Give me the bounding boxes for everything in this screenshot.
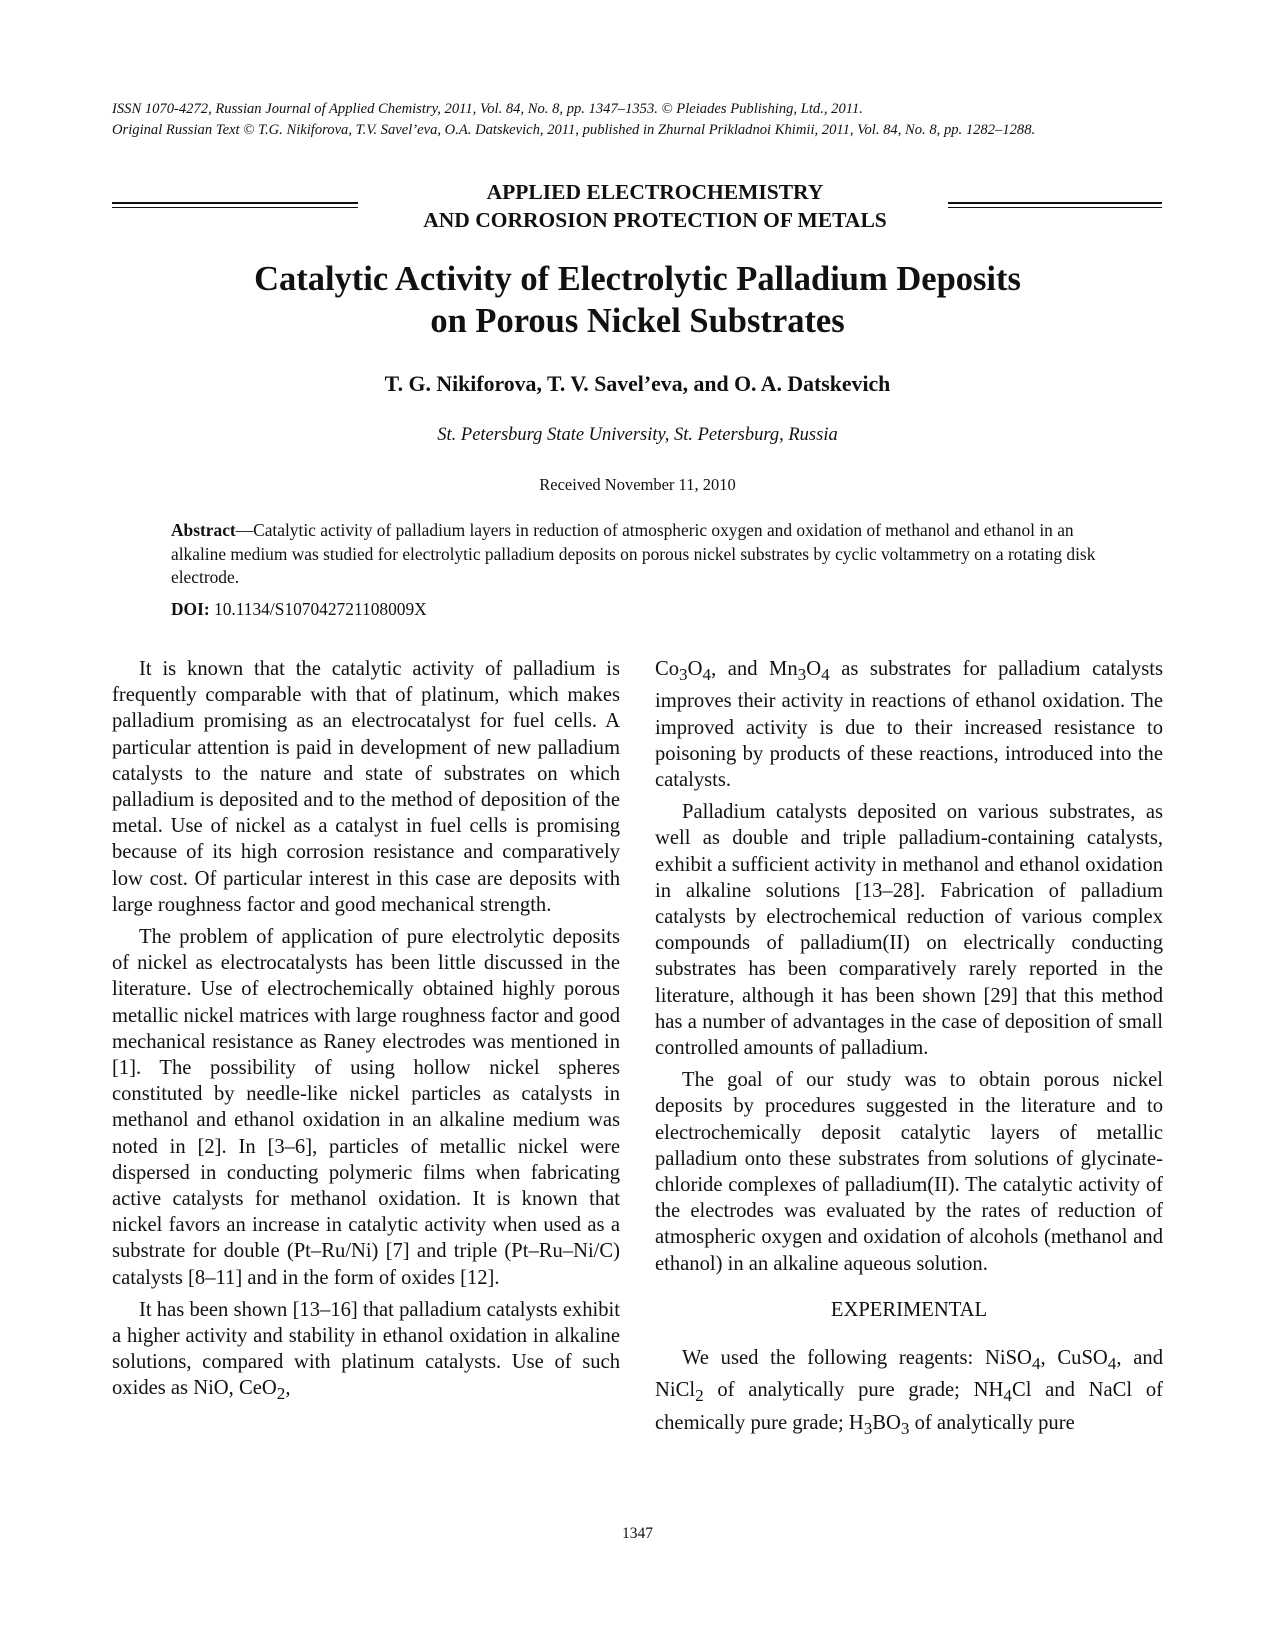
right-column [655, 656, 1163, 1442]
paragraph [112, 1297, 620, 1408]
doi [171, 598, 1111, 621]
paragraph: Palladium catalysts deposited on various substrates, as well as double and triple palladium-containing catalysts, exhibit a sufficient activity in methanol and ethanol oxidation in alkaline solutions [13–28]. Fabrication of palladium catalysts by electrochemical reduction of various complex compounds of palladium(II) on electrically conducting substrates has been comparatively rarely reported in the literature, although it has been shown [29] that this method has a number of advantages in the case of deposition of small controlled amounts of palladium. [655, 801, 1163, 1059]
section-rule-right [948, 202, 1162, 208]
subscript: 3 [679, 665, 688, 685]
section-heading-line1: APPLIED ELECTROCHEMISTRY [486, 180, 824, 204]
subscript: 3 [797, 665, 807, 685]
left-column [112, 656, 620, 1408]
subscript: 4 [1003, 1386, 1012, 1406]
abstract [171, 519, 1111, 590]
journal-citation-line: ISSN 1070-4272, Russian Journal of Applied Chemistry, 2011, Vol. 84, No. 8, pp. 1347–1353. © Pleiades Publishing, Ltd., 2011. [112, 101, 863, 117]
subscript: 3 [863, 1418, 873, 1438]
paragraph-text: O [806, 658, 822, 680]
paragraph-text: , and NiCl [655, 1346, 1163, 1402]
authors: T. G. Nikiforova, T. V. Savel’eva, and O. A. Datskevich [384, 372, 891, 396]
original-text-line: Original Russian Text © T.G. Nikiforova, T.V. Savel’eva, O.A. Datskevich, 2011, published in Zhurnal Prikladnoi Khimii, 2011, Vol. 84, No. 8, pp. 1282–1288. [112, 122, 1036, 138]
paragraph-text: We used the following reagents: NiSO [682, 1346, 1032, 1369]
subscript: 3 [900, 1418, 910, 1438]
doi-label: DOI: [171, 599, 210, 619]
paragraph-text: Cl and NaCl of chemically pure grade; H [655, 1379, 1164, 1434]
paragraph-text: BO [872, 1411, 901, 1434]
paragraph: The problem of application of pure electrolytic deposits of nickel as electrocatalysts has been little discussed in the literature. Use of electrochemically obtained highly porous metallic nickel matrices with large roughness factor and good mechanical resistance as Raney electrodes was mentioned in [1]. The possibility of using hollow nickel spheres constituted by needle-like nickel particles as catalysts in methanol and ethanol oxidation in an alkaline medium was noted in [2]. In [3–6], particles of metallic nickel were dispersed in conducting polymeric films when fabricating active catalysts for methanol oxidation. It is known that nickel favors an increase in catalytic activity when used as a substrate for double (Pt–Ru/Ni) [7] and triple (Pt–Ru–Ni/C) catalysts [8–11] and in the form of oxides [12]. [112, 926, 620, 1289]
paragraph-text: of analytically pure [909, 1411, 1075, 1434]
paragraph [655, 1345, 1163, 1442]
subscript: 2 [695, 1386, 704, 1406]
doi-value: 10.1134/S107042721108009X [209, 599, 427, 619]
page-number: 1347 [622, 1525, 653, 1542]
paragraph-text: Co [655, 658, 680, 680]
paragraph-text: , and Mn [711, 658, 798, 680]
paper-title-line2: on Porous Nickel Substrates [430, 302, 845, 340]
section-heading [370, 178, 940, 234]
affiliation: St. Petersburg State University, St. Petersburg, Russia [437, 425, 838, 445]
subscript: 4 [1031, 1354, 1041, 1374]
paragraph-text: , CuSO [1040, 1346, 1108, 1369]
paragraph: It is known that the catalytic activity of palladium is frequently comparable with that of platinum, which makes palladium promising as an electrocatalyst for fuel cells. A particular attention is paid in development of new palladium catalysts to the nature and state of substrates on which palladium is deposited and to the method of deposition of the metal. Use of nickel as a catalyst in fuel cells is promising because of its high corrosion resistance and comparatively low cost. Of particular interest in this case are deposits with large roughness factor and good mechanical strength. [112, 658, 620, 916]
subscript: 4 [702, 665, 712, 685]
section-rule-left [112, 202, 358, 208]
paper-title-line1: Catalytic Activity of Electrolytic Palladium Deposits [254, 260, 1021, 298]
abstract-label: Abstract [171, 520, 236, 540]
section-heading-experimental: EXPERIMENTAL [830, 1298, 988, 1321]
section-heading-line2: AND CORROSION PROTECTION OF METALS [423, 208, 887, 232]
paragraph-text: O [687, 658, 703, 680]
paragraph [655, 656, 1163, 793]
paragraph: The goal of our study was to obtain porous nickel deposits by procedures suggested in the literature and to electrochemically deposit catalytic layers of metallic palladium onto these substrates from solutions of glycinate-chloride complexes of palladium(II). The catalytic activity of the electrodes was evaluated by the rates of reduction of atmospheric oxygen and oxidation of alcohols (methanol and ethanol) in an alkaline aqueous solution. [655, 1069, 1163, 1275]
abstract-text: —Catalytic activity of palladium layers in reduction of atmospheric oxygen and oxidation of methanol and ethanol in an alkaline medium was studied for electrolytic palladium deposits on porous nickel substrates by cyclic voltammetry on a rotating disk electrode. [171, 520, 1096, 587]
subscript: 4 [1107, 1354, 1117, 1374]
subscript: 4 [821, 665, 830, 685]
paragraph-text: of analytically pure grade; NH [703, 1379, 1004, 1402]
paragraph-text: as substrates for palladium catalysts improves their activity in reactions of ethanol oxidation. The improved activity is due to their increased resistance to poisoning by products of these reactions, introduced into the catalysts. [655, 658, 1163, 791]
paper-title [120, 258, 1155, 342]
paragraph-text: It has been shown [13–16] that palladium catalysts exhibit a higher activity and stability in ethanol oxidation in alkaline solutions, compared with platinum catalysts. Use of such oxides as NiO, CeO [112, 1298, 620, 1400]
subscript: 2 [276, 1384, 286, 1404]
paragraph-text: , [285, 1377, 291, 1400]
received-date: Received November 11, 2010 [539, 475, 736, 494]
